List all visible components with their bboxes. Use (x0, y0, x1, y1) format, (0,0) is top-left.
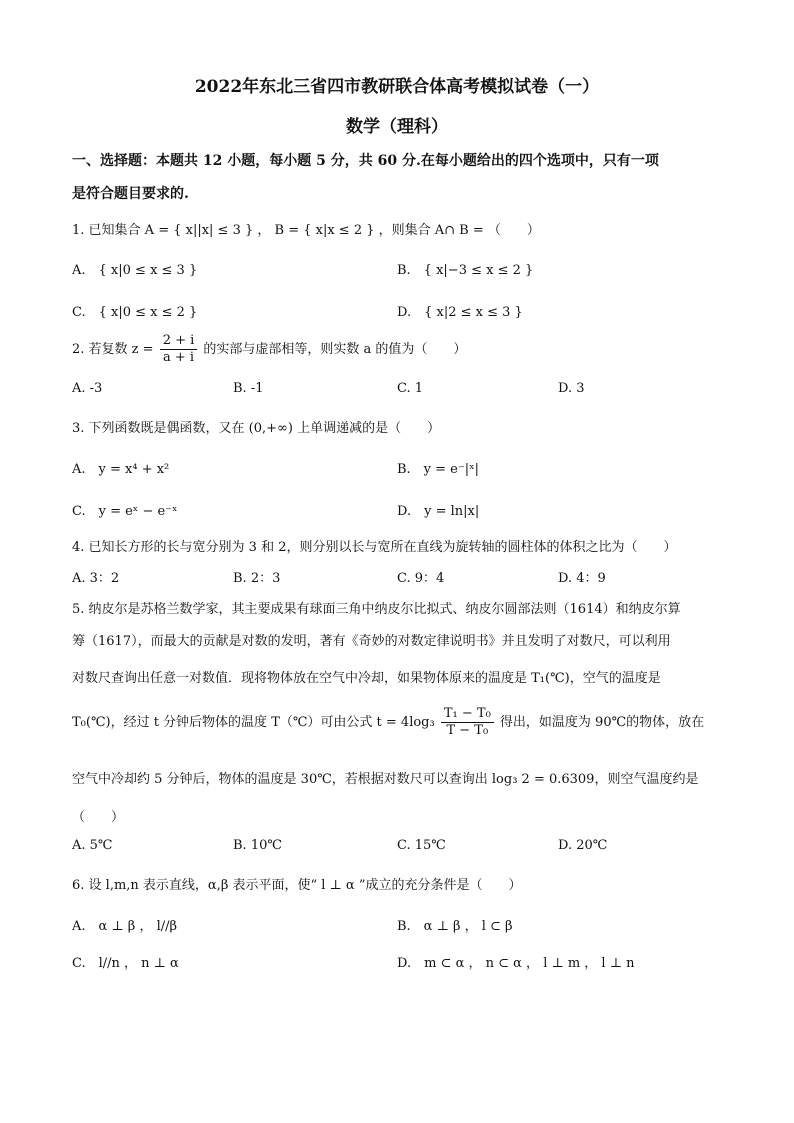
question-5-line5: 空气中冷却约 5 分钟后，物体的温度是 30℃，若根据对数尺可以查询出 log₃ 2 = 0.6309，则空气温度约是 (72, 772, 699, 787)
question-5-line3: 对数尺查询出任意一对数值．现将物体放在空气中冷却，如果物体原来的温度是 T₁(℃)，空气的温度是 (72, 671, 661, 686)
question-2-option-d: D. 3 (558, 381, 585, 396)
question-5-fraction-numerator: T₁ − T₀ (441, 706, 494, 723)
question-4-option-b: B. 2：3 (233, 571, 281, 586)
question-6-option-d: D. m ⊂ α ， n ⊂ α ， l ⊥ m ， l ⊥ n (397, 956, 635, 971)
question-5-option-a: A. 5℃ (72, 838, 113, 853)
question-5-line6: （ ） (72, 810, 125, 825)
question-1-option-a: A. { x|0 ≤ x ≤ 3 } (72, 263, 198, 278)
question-3-option-c: C. y = eˣ − e⁻ˣ (72, 504, 178, 519)
question-3-stem: 3. 下列函数既是偶函数，又在 (0,+∞) 上单调递减的是（ ） (72, 421, 441, 436)
question-5-fraction (441, 706, 494, 739)
question-5-option-d: D. 20℃ (558, 838, 608, 853)
question-5-line4-pre: T₀(℃)，经过 t 分钟后物体的温度 T（℃）可由公式 t = 4log₃ (72, 715, 435, 730)
exam-title: 2022年东北三省四市教研联合体高考模拟试卷（一） (194, 77, 600, 97)
question-4-option-d: D. 4：9 (558, 571, 606, 586)
question-2-option-c: C. 1 (397, 381, 424, 396)
question-2-option-a: A. -3 (72, 381, 103, 396)
question-3-option-b: B. y = e⁻|ˣ| (397, 462, 480, 477)
question-5-line4-post: 得出，如温度为 90℃的物体，放在 (499, 715, 705, 730)
question-2-option-b: B. -1 (233, 381, 264, 396)
question-4-option-c: C. 9：4 (397, 571, 445, 586)
question-5-line4 (72, 706, 704, 739)
question-1-option-d: D. { x|2 ≤ x ≤ 3 } (397, 305, 523, 320)
question-2-stem-post: 的实部与虚部相等，则实数 a 的值为（ ） (203, 342, 467, 357)
question-5-line2: 筹（1617），而最大的贡献是对数的发明，著有《奇妙的对数定律说明书》并且发明了对数尺，可以利用 (72, 634, 671, 649)
section-heading-line1: 一、选择题：本题共 12 小题，每小题 5 分，共 60 分.在每小题给出的四个选项中，只有一项 (72, 153, 659, 169)
question-3-option-d: D. y = ln|x| (397, 504, 480, 519)
question-5-option-c: C. 15℃ (397, 838, 446, 853)
question-5-line1: 5. 纳皮尔是苏格兰数学家，其主要成果有球面三角中纳皮尔比拟式、纳皮尔圆部法则（1614）和纳皮尔算 (72, 602, 681, 617)
question-6-option-a: A. α ⊥ β ， l//β (72, 919, 178, 934)
question-4-stem: 4. 已知长方形的长与宽分别为 3 和 2，则分别以长与宽所在直线为旋转轴的圆柱体的体积之比为（ ） (72, 540, 677, 555)
question-1-stem: 1. 已知集合 A = { x||x| ≤ 3 } ， B = { x|x ≤ 2 } ，则集合 A∩ B = （ ） (72, 223, 540, 238)
question-2-fraction-denominator: a + i (162, 350, 195, 365)
question-2-stem (72, 333, 466, 366)
question-2-fraction (160, 333, 198, 366)
question-4-option-a: A. 3：2 (72, 571, 120, 586)
section-heading-line2: 是符合题目要求的. (72, 186, 189, 202)
question-6-stem: 6. 设 l,m,n 表示直线，α,β 表示平面，使“ l ⊥ α ”成立的充分条件是（ ） (72, 878, 522, 893)
question-1-option-b: B. { x|−3 ≤ x ≤ 2 } (397, 263, 534, 278)
question-5-option-b: B. 10℃ (233, 838, 282, 853)
question-3-option-a: A. y = x⁴ + x² (72, 462, 170, 477)
question-2-stem-pre: 2. 若复数 z = (72, 342, 154, 357)
question-6-option-c: C. l//n ， n ⊥ α (72, 956, 179, 971)
question-6-option-b: B. α ⊥ β ， l ⊂ β (397, 919, 513, 934)
question-5-fraction-denominator: T − T₀ (446, 723, 489, 738)
question-1-option-c: C. { x|0 ≤ x ≤ 2 } (72, 305, 198, 320)
question-2-fraction-numerator: 2 + i (160, 333, 198, 350)
exam-subtitle: 数学（理科） (346, 117, 448, 137)
